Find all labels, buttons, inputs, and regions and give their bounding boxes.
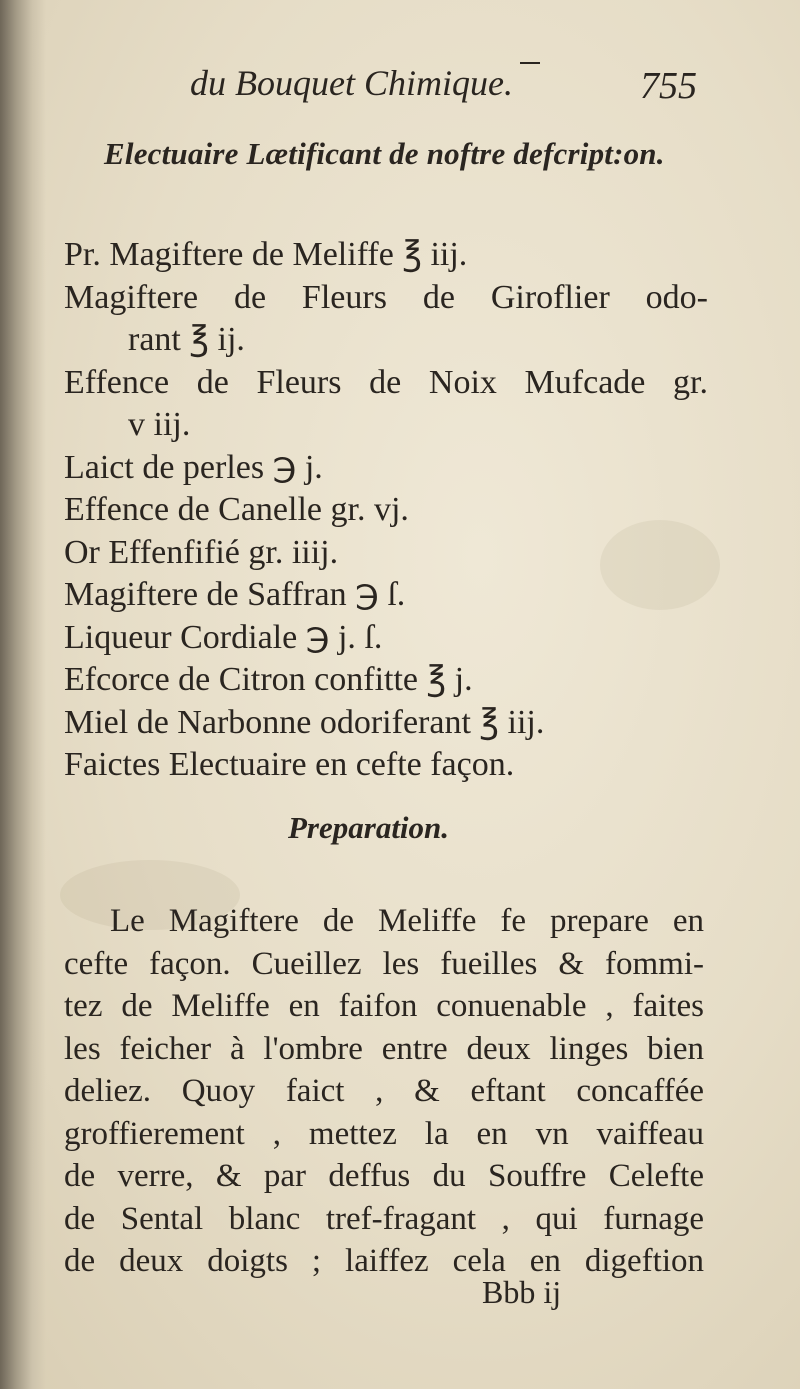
text-line: de Sental blanc tref-fragant , qui furnage bbox=[64, 1200, 704, 1237]
recipe-line: Liqueur Cordiale ℈ j. ſ. bbox=[64, 618, 383, 656]
recipe-line: Effence de Fleurs de Noix Mufcade gr. bbox=[64, 363, 708, 401]
recipe-line: Efcorce de Citron confitte ℥ j. bbox=[64, 661, 473, 698]
recipe-line: Effence de Canelle gr. vj. bbox=[64, 491, 409, 528]
recipe-line: rant ℥ ij. bbox=[128, 321, 245, 358]
signature-mark: Bbb ij bbox=[482, 1274, 562, 1310]
recipe-line: Or Effenfifié gr. iiij. bbox=[64, 533, 339, 571]
text-line: de verre, & par deffus du Souffre Celefte bbox=[64, 1158, 704, 1194]
recipe-line: Magiftere de Fleurs de Giroflier odo- bbox=[64, 278, 708, 316]
text-line: cefte façon. Cueillez les fueilles & fommi- bbox=[64, 945, 704, 982]
running-head-rule bbox=[520, 62, 540, 64]
section-title: Electuaire Lætificant de noftre defcript:on. bbox=[104, 136, 665, 171]
recipe-line: v iij. bbox=[128, 406, 191, 443]
recipe-line: Miel de Narbonne odoriferant ℥ iij. bbox=[64, 703, 545, 741]
text-line: Le Magiftere de Meliffe fe prepare en bbox=[110, 903, 704, 939]
recipe-list bbox=[64, 234, 714, 787]
preparation-heading: Preparation. bbox=[288, 810, 450, 845]
book-spine-shadow bbox=[0, 0, 46, 1389]
recipe-line: Pr. Magiftere de Meliffe ℥ iij. bbox=[64, 236, 468, 273]
text-line: deliez. Quoy faict , & eftant concaffée bbox=[64, 1073, 704, 1109]
recipe-line: Faictes Electuaire en cefte façon. bbox=[64, 746, 515, 783]
recipe-line: Magiftere de Saffran ℈ ſ. bbox=[64, 576, 406, 613]
text-line: tez de Meliffe en faifon conuenable , faites bbox=[64, 988, 704, 1024]
preparation-text bbox=[64, 900, 704, 1283]
text-line: groffierement , mettez la en vn vaiffeau bbox=[64, 1115, 704, 1152]
text-line: de deux doigts ; laiffez cela en digeftion bbox=[64, 1243, 704, 1279]
page-number: 755 bbox=[640, 65, 697, 107]
text-line: les feicher à l'ombre entre deux linges bien bbox=[64, 1030, 704, 1067]
recipe-line: Laict de perles ℈ j. bbox=[64, 448, 323, 486]
running-head: du Bouquet Chimique. bbox=[190, 63, 513, 103]
